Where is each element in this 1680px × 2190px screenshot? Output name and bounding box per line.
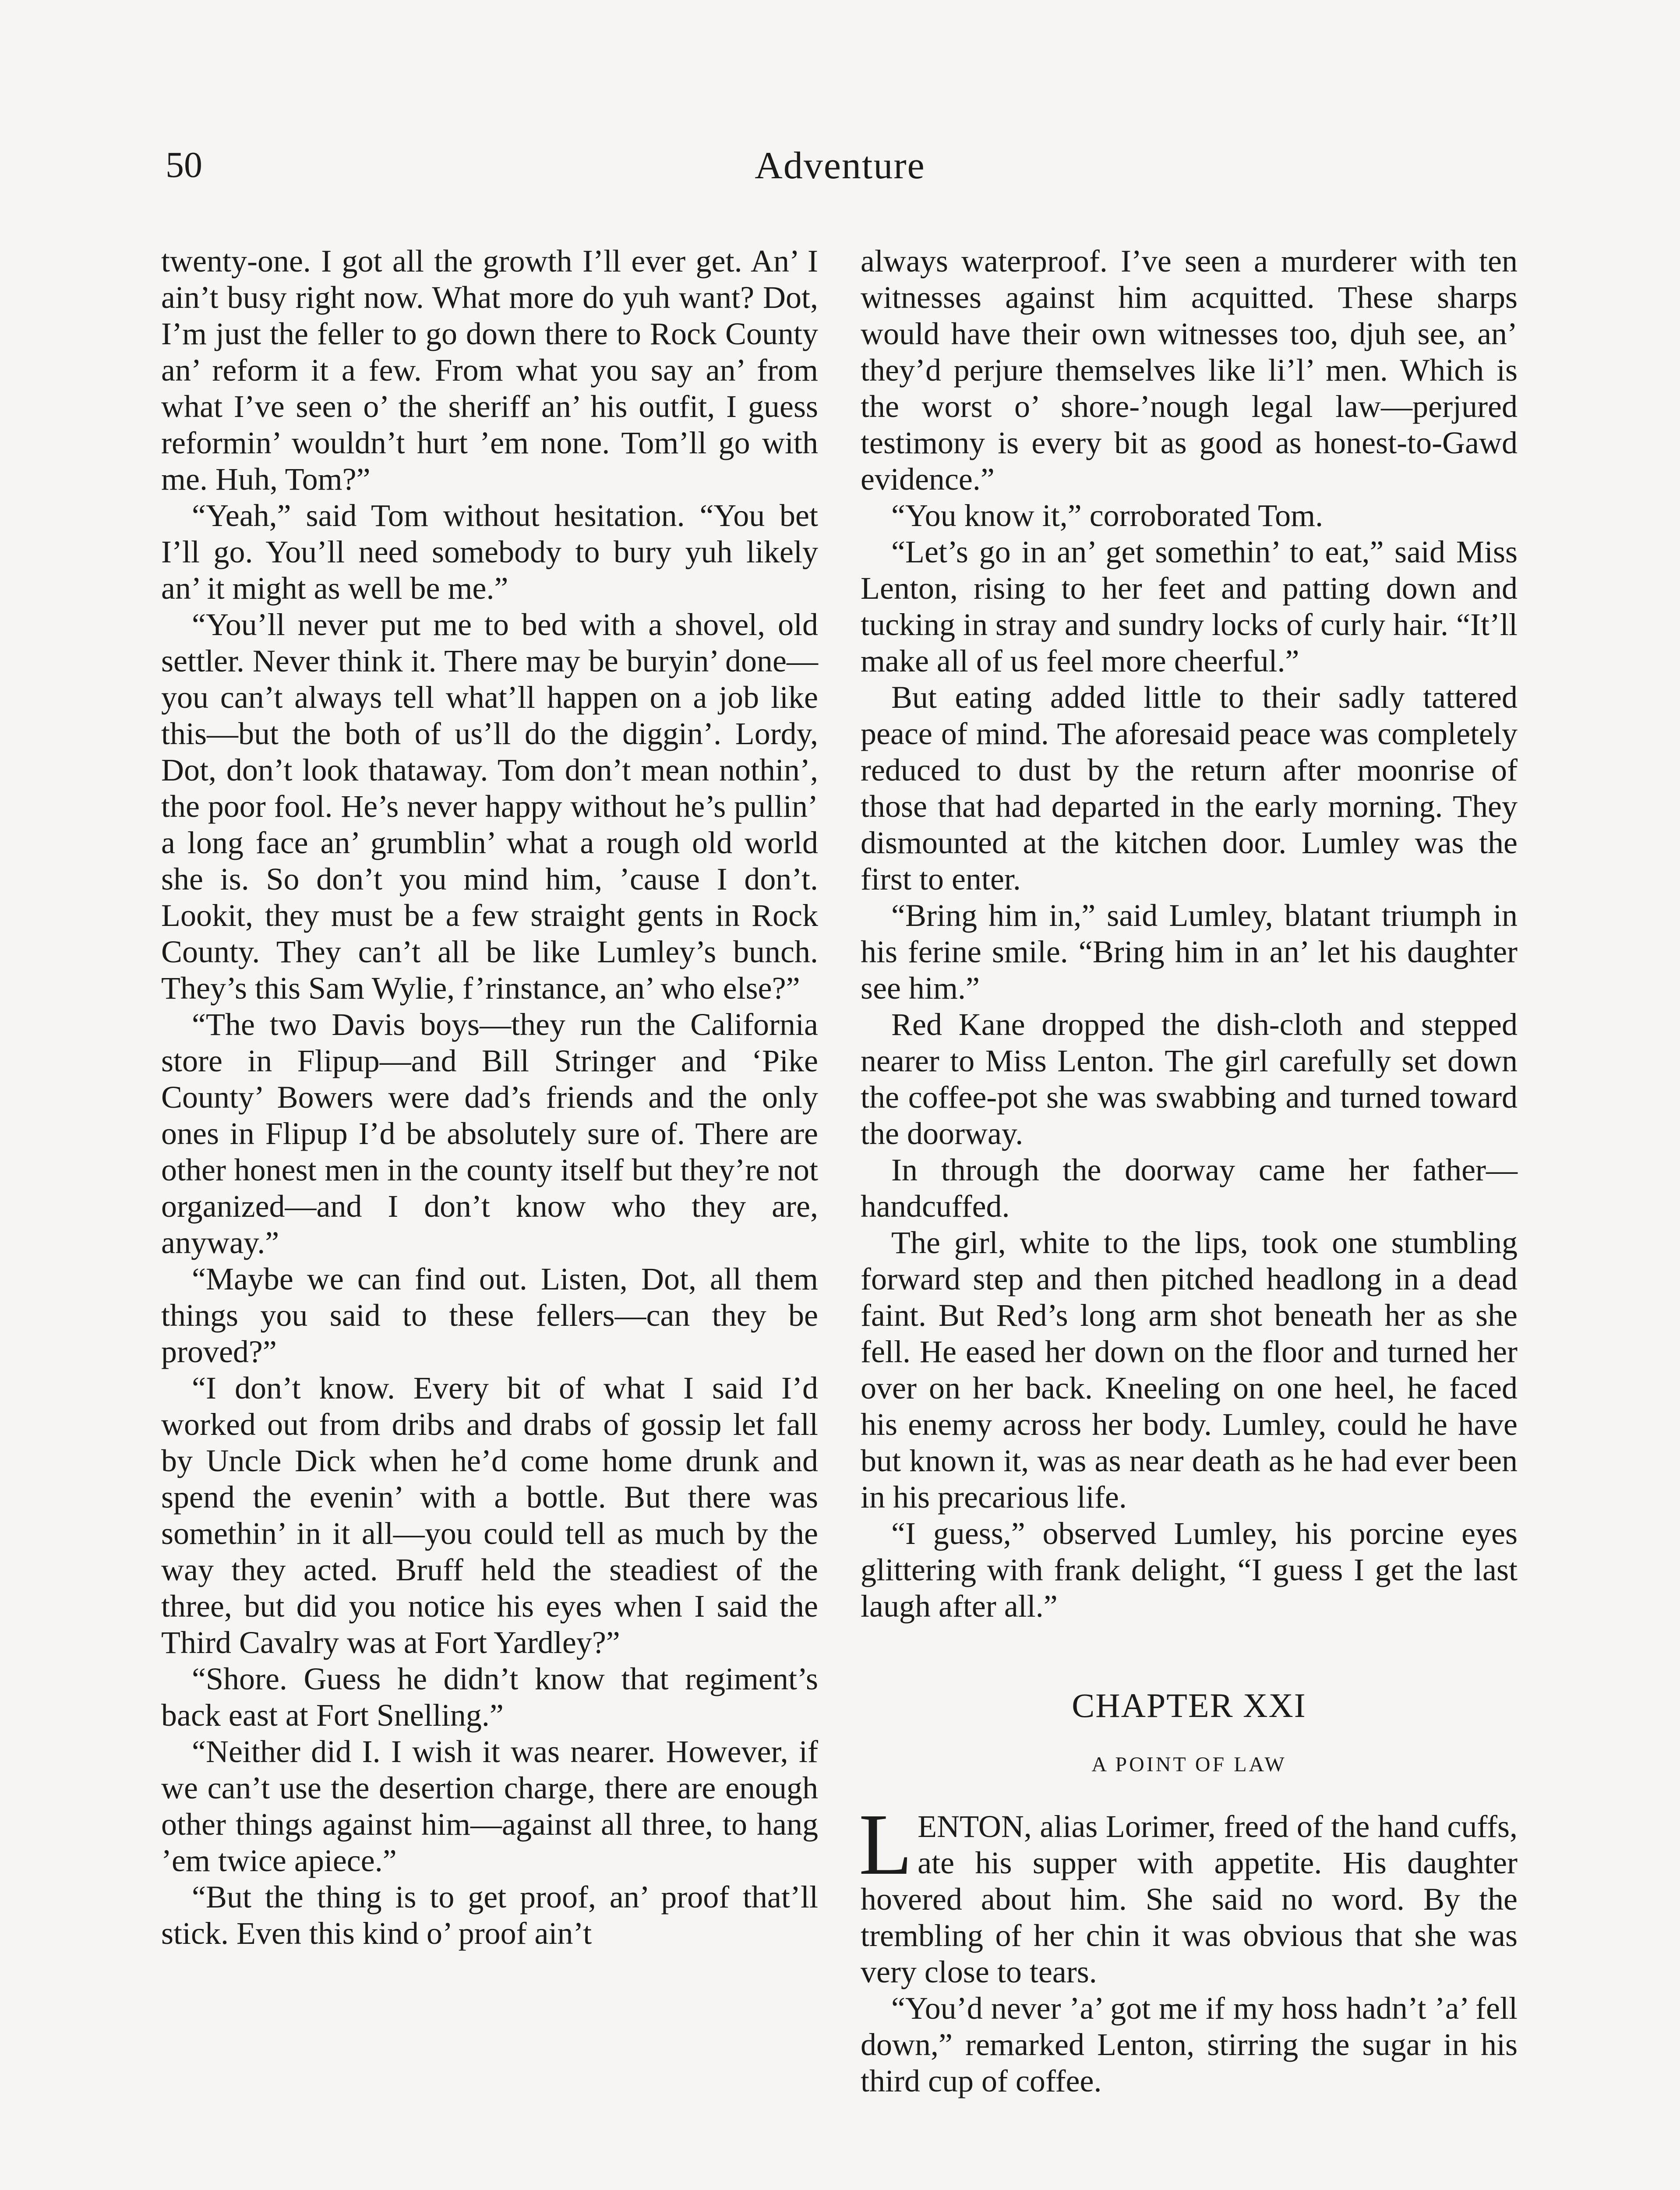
opening-text: ENTON, alias Lorimer, freed of the hand cuffs, ate his supper with appetite. His daughter hovered about him. She said no word. By the trembling of her chin it was obvious that she was very close to tears. (861, 1809, 1518, 1989)
right-column (861, 243, 1518, 2099)
paragraph: “I guess,” observed Lumley, his porcine eyes glittering with frank delight, “I guess I get the last laugh after all.” (861, 1516, 1518, 1624)
paragraph: always waterproof. I’ve seen a murderer with ten witnesses against him acquitted. These sharps would have their own witnesses too, djuh see, an’ they’d perjure themselves like li’l’ men. Which is the worst o’ shore-’nough legal law—perjured testimony is every bit as good as honest-to-Gawd evidence.” (861, 244, 1518, 497)
paragraph: “Bring him in,” said Lumley, blatant triumph in his ferine smile. “Bring him in an’ let his daughter see him.” (861, 898, 1518, 1006)
paragraph: “The two Davis boys—they run the California store in Flipup—and Bill Stringer and ‘Pike County’ Bowers were dad’s friends and the only ones in Flipup I’d be absolutely sure of. There are other honest men in the county itself but they’re not organized—and I don’t know who they are, anyway.” (161, 1007, 818, 1260)
paragraph: “You’d never ’a’ got me if my hoss hadn’t ’a’ fell down,” remarked Lenton, stirring the sugar in his third cup of coffee. (861, 1991, 1518, 2098)
left-column (161, 243, 818, 1952)
drop-cap: L (859, 1796, 913, 1893)
paragraph: twenty-one. I got all the growth I’ll ever get. An’ I ain’t busy right now. What more do yuh want? Dot, I’m just the feller to go down there to Rock County an’ reform it a few. From what you say an’ from what I’ve seen o’ the sheriff an’ his outfit, I guess reformin’ wouldn’t hurt ’em none. Tom’ll go with me. Huh, Tom?” (161, 244, 818, 497)
page-number: 50 (166, 145, 202, 185)
paragraph: “Let’s go in an’ get somethin’ to eat,” said Miss Lenton, rising to her feet and patting down and tucking in stray and sundry locks of curly hair. “It’ll make all of us feel more cheerful.” (861, 534, 1518, 678)
chapter-title: CHAPTER XXI (1072, 1686, 1306, 1724)
paragraph: In through the doorway came her father—handcuffed. (861, 1152, 1518, 1224)
paragraph: “I don’t know. Every bit of what I said I’d worked out from dribs and drabs of gossip let fall by Uncle Dick when he’d come home drunk and spend the evenin’ with a bottle. But there was somethin’ in it all—you could tell as much by the way they acted. Bruff held the steadiest of the three, but did you notice his eyes when I said the Third Cavalry was at Fort Yardley?” (161, 1371, 818, 1660)
paragraph: But eating added little to their sadly tattered peace of mind. The aforesaid peace was completely reduced to dust by the return after moonrise of those that had departed in the early morning. They dismounted at the kitchen door. Lumley was the first to enter. (861, 680, 1518, 897)
paragraph: “Neither did I. I wish it was nearer. However, if we can’t use the desertion charge, there are enough other things against him—against all three, to hang ’em twice apiece.” (161, 1734, 818, 1878)
chapter-opening-paragraph (859, 1796, 1518, 1990)
running-title: Adventure (755, 145, 925, 187)
paragraph: “You’ll never put me to bed with a shovel, old settler. Never think it. There may be buryin’ done—you can’t always tell what’ll happen on a job like this—but the both of us’ll do the diggin’. Lordy, Dot, don’t look thataway. Tom don’t mean nothin’, the poor fool. He’s never happy without he’s pullin’ a long face an’ grumblin’ what a rough old world she is. So don’t you mind him, ’cause I don’t. Lookit, they must be a few straight gents in Rock County. They can’t all be like Lumley’s bunch. They’s this Sam Wylie, f’rinstance, an’ who else?” (161, 607, 818, 1006)
paragraph: “Shore. Guess he didn’t know that regiment’s back east at Fort Snelling.” (161, 1661, 818, 1733)
paragraph: “Yeah,” said Tom without hesitation. “You bet I’ll go. You’ll need somebody to bury yuh likely an’ it might as well be me.” (161, 498, 818, 606)
paragraph: “Maybe we can find out. Listen, Dot, all them things you said to these fellers—can they be proved?” (161, 1261, 818, 1369)
paragraph: “But the thing is to get proof, an’ proof that’ll stick. Even this kind o’ proof ain’t (161, 1879, 818, 1951)
paragraph: “You know it,” corroborated Tom. (891, 498, 1324, 533)
chapter-subtitle: A POINT OF LAW (1091, 1753, 1287, 1776)
paragraph: Red Kane dropped the dish-cloth and stepped nearer to Miss Lenton. The girl carefully set down the coffee-pot she was swabbing and turned toward the doorway. (861, 1007, 1518, 1151)
paragraph: The girl, white to the lips, took one stumbling forward step and then pitched headlong in a dead faint. But Red’s long arm shot beneath her as she fell. He eased her down on the floor and turned her over on her back. Kneeling on one heel, he faced his enemy across her body. Lumley, could he have but known it, was as near death as he had ever been in his precarious life. (861, 1225, 1518, 1515)
